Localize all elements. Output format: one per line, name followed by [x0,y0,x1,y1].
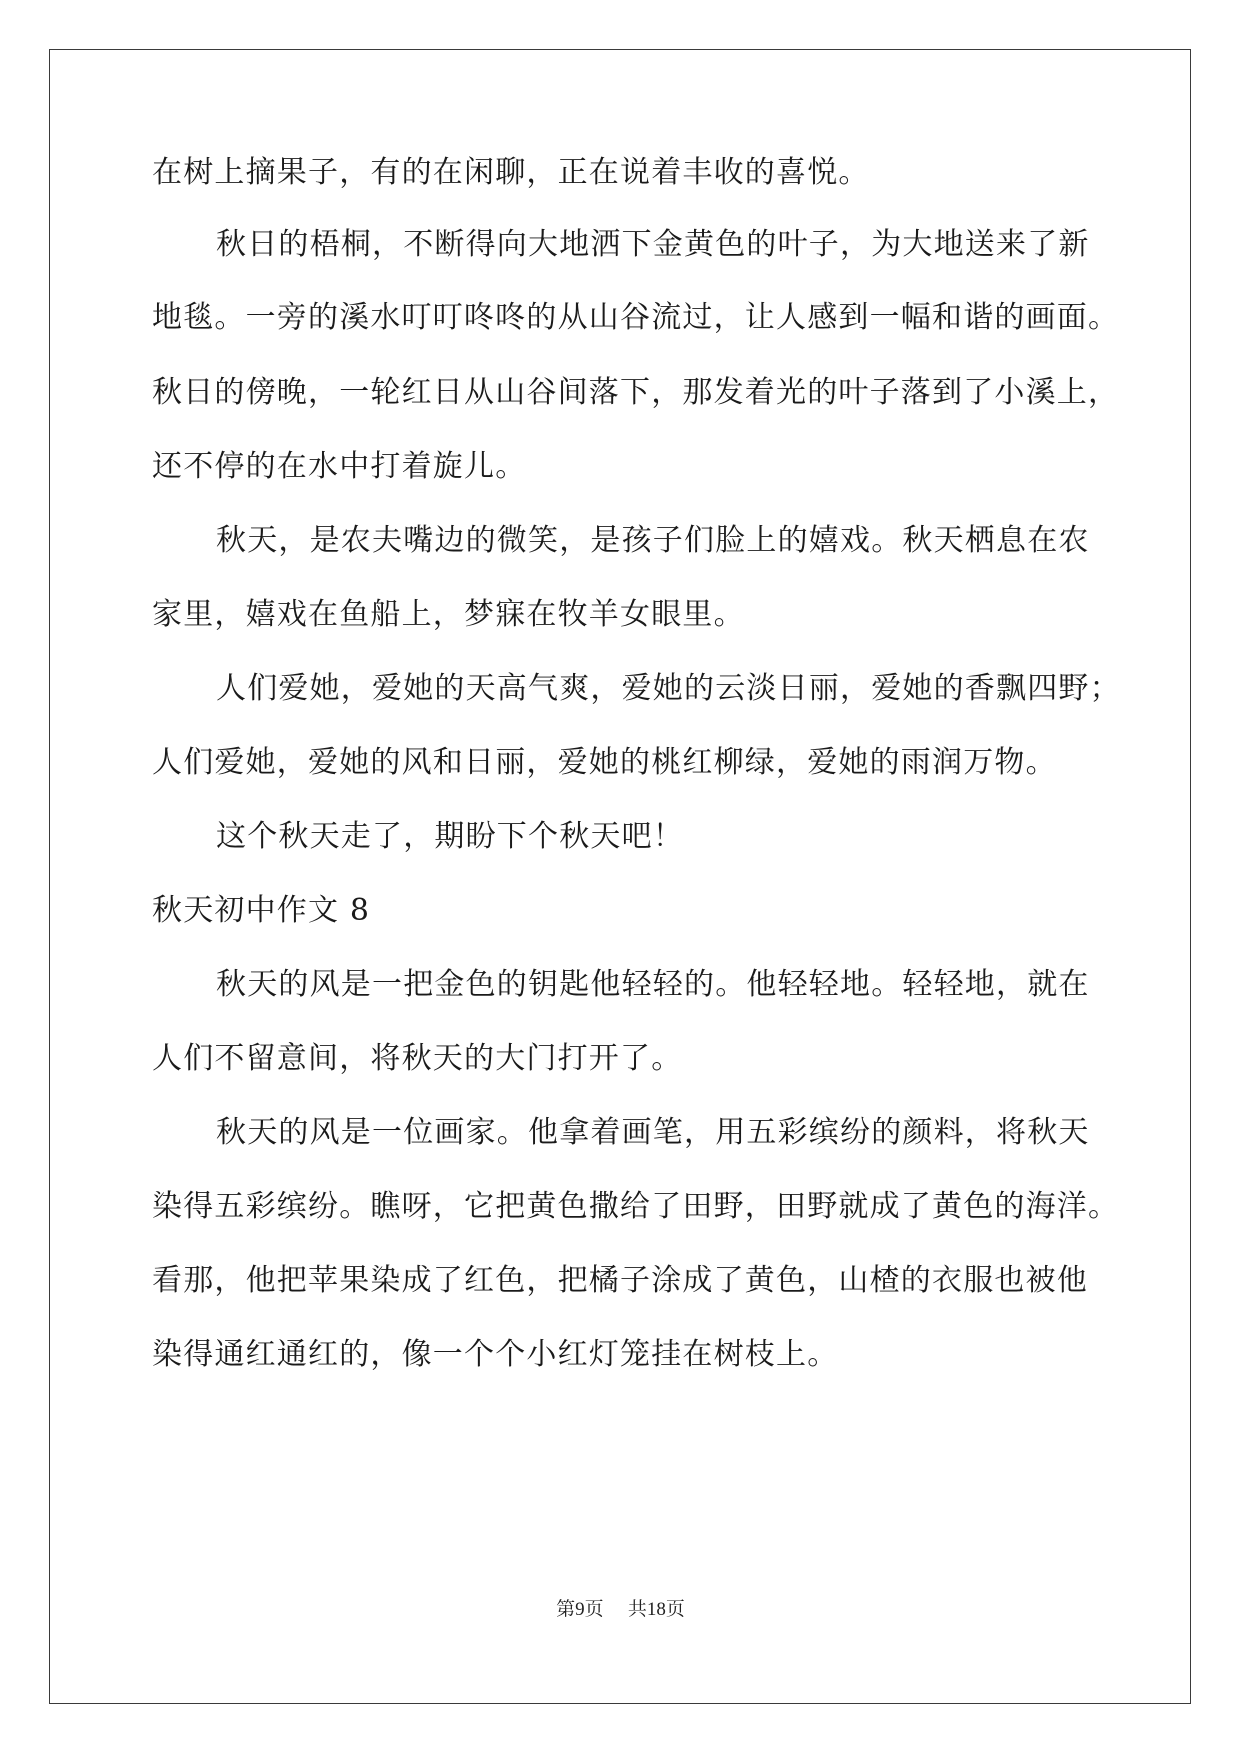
page-footer [0,1597,1241,1622]
text-line-7: 家里，嬉戏在鱼船上，梦寐在牧羊女眼里。 [152,597,745,632]
text-line-3: 地毯。一旁的溪水叮叮咚咚的从山谷流过，让人感到一幅和谐的画面。 [152,300,1120,335]
text-line-13: 人们不留意间，将秋天的大门打开了。 [152,1041,683,1076]
total-pages: 18 [646,1599,666,1620]
text-line-16: 看那，他把苹果染成了红色，把橘子涂成了黄色，山楂的衣服也被他 [152,1263,1088,1298]
page-label-prefix: 第 [556,1598,576,1620]
text-line-14: 秋天的风是一位画家。他拿着画笔，用五彩缤纷的颜料，将秋天 [216,1115,1090,1150]
page-number: 9 [575,1599,585,1620]
text-line-17: 染得通红通红的，像一个个小红灯笼挂在树枝上。 [152,1337,839,1372]
text-line-4: 秋日的傍晚，一轮红日从山谷间落下，那发着光的叶子落到了小溪上， [152,375,1120,410]
text-line-2: 秋日的梧桐，不断得向大地洒下金黄色的叶子，为大地送来了新 [216,227,1090,262]
text-line-12: 秋天的风是一把金色的钥匙他轻轻的。他轻轻地。轻轻地，就在 [216,967,1090,1002]
total-label-suffix: 页 [665,1598,685,1620]
section-heading: 秋天初中作文 8 [152,893,371,928]
text-line-1: 在树上摘果子，有的在闲聊，正在说着丰收的喜悦。 [152,155,870,190]
text-line-9: 人们爱她，爱她的风和日丽，爱她的桃红柳绿，爱她的雨润万物。 [152,745,1057,780]
total-label-prefix: 共 [627,1598,647,1620]
page-label-suffix: 页 [584,1598,604,1620]
text-line-8: 人们爱她，爱她的天高气爽，爱她的云淡日丽，爱她的香飘四野； [216,671,1121,706]
text-line-10: 这个秋天走了，期盼下个秋天吧！ [216,819,684,854]
text-line-6: 秋天，是农夫嘴边的微笑，是孩子们脸上的嬉戏。秋天栖息在农 [216,523,1090,558]
text-line-5: 还不停的在水中打着旋儿。 [152,449,527,484]
text-line-15: 染得五彩缤纷。瞧呀，它把黄色撒给了田野，田野就成了黄色的海洋。 [152,1189,1120,1224]
